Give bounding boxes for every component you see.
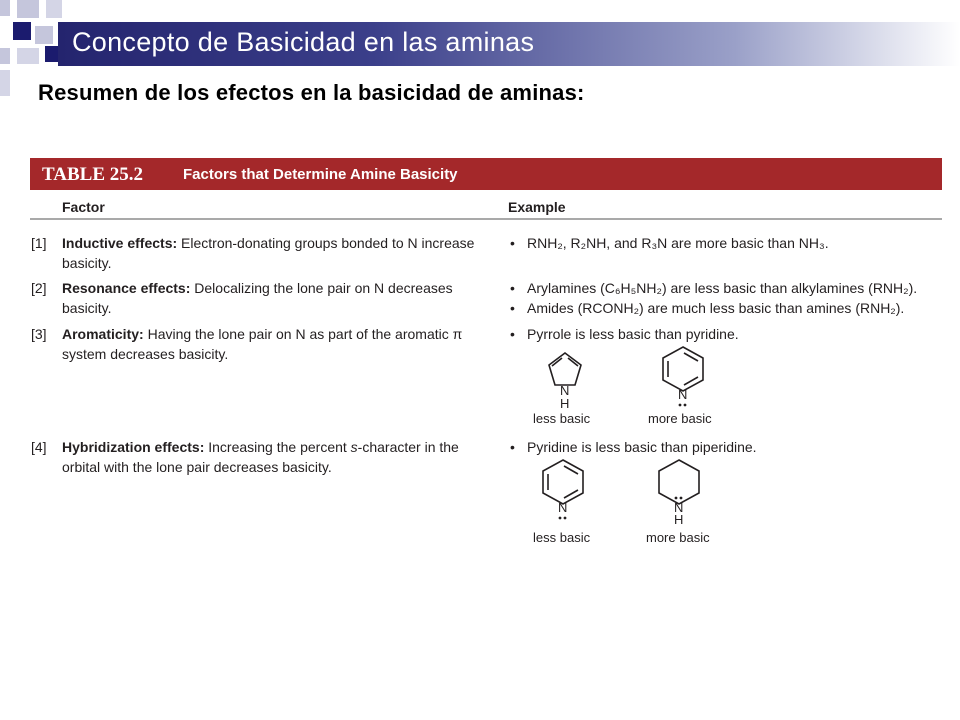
- factor-label: Aromaticity:: [62, 326, 144, 342]
- example-text: Pyrrole is less basic than pyridine.: [527, 326, 739, 342]
- slide-title: Concepto de Basicidad en las aminas: [72, 27, 535, 57]
- factor-description: Having the lone pair on N as part of the aromatic π system decreases basicity.: [62, 326, 463, 362]
- factor-text: [62, 233, 492, 273]
- factor-label: Hybridization effects:: [62, 439, 205, 455]
- row-number: [2]: [31, 280, 47, 296]
- header-divider: [30, 218, 942, 220]
- bullet-icon: •: [510, 300, 515, 316]
- pyridine-n-label: N: [678, 387, 688, 402]
- bullet-icon: •: [510, 280, 515, 296]
- decor-square-gray-4: [35, 26, 53, 44]
- structure-caption: less basic: [533, 411, 591, 426]
- factor-label: Resonance effects:: [62, 280, 191, 296]
- factor-text: [62, 437, 492, 477]
- factor-italic: s: [350, 439, 358, 455]
- decor-square-navy-2: [45, 46, 59, 62]
- pyridine-n-label: N: [558, 500, 568, 515]
- table-number: TABLE 25.2: [42, 164, 144, 185]
- example-text: RNH₂, R₂NH, and R₃N are more basic than NH₃.: [527, 235, 829, 251]
- decor-square-gray-6: [17, 48, 39, 64]
- example-text: Amides (RCONH₂) are much less basic than amines (RNH₂).: [527, 300, 905, 316]
- pyrrole-h-label: H: [560, 396, 570, 411]
- decor-square-navy-1: [13, 22, 31, 40]
- row-number: [3]: [31, 326, 47, 342]
- structure-caption: more basic: [648, 411, 712, 426]
- piperidine-h-label: H: [674, 512, 684, 527]
- row-number: [1]: [31, 235, 47, 251]
- pyridine-structure: [648, 345, 728, 415]
- factor-description: Electron-donating groups bonded to N increase basicity.: [62, 235, 475, 271]
- decor-vertical-bar: [0, 70, 10, 96]
- bullet-icon: •: [510, 439, 515, 455]
- bullet-icon: •: [510, 326, 515, 342]
- decor-square-gray-5: [0, 48, 10, 64]
- pyrrole-n-label: N: [560, 383, 570, 398]
- table-title: Factors that Determine Amine Basicity: [183, 166, 458, 183]
- column-header-example: Example: [508, 199, 566, 215]
- slide-subtitle: Resumen de los efectos en la basicidad de aminas:: [38, 80, 585, 105]
- structure-caption: less basic: [533, 530, 591, 545]
- column-header-factor: Factor: [62, 199, 105, 215]
- table-header-bar: [30, 158, 942, 190]
- factor-label: Inductive effects:: [62, 235, 178, 251]
- factor-description: Increasing the percent: [204, 439, 351, 455]
- factor-text: [62, 324, 492, 364]
- structure-caption: more basic: [646, 530, 710, 545]
- decor-square-gray-1: [0, 0, 10, 16]
- example-text: Arylamines (C₆H₅NH₂) are less basic than alkylamines (RNH₂).: [527, 280, 918, 296]
- decor-square-gray-2: [17, 0, 39, 18]
- pyridine-structure: [528, 458, 608, 528]
- factor-description: -character in the orbital with the lone pair decreases basicity.: [62, 439, 459, 475]
- piperidine-n-label: N: [674, 500, 684, 515]
- row-number: [4]: [31, 439, 47, 455]
- factor-text: [62, 278, 492, 318]
- pyrrole-structure: [530, 345, 610, 415]
- example-text: Pyridine is less basic than piperidine.: [527, 439, 757, 455]
- bullet-icon: •: [510, 235, 515, 251]
- decor-square-gray-3: [46, 0, 62, 18]
- factor-description: Delocalizing the lone pair on N decreases basicity.: [62, 280, 453, 316]
- piperidine-structure: [644, 458, 724, 528]
